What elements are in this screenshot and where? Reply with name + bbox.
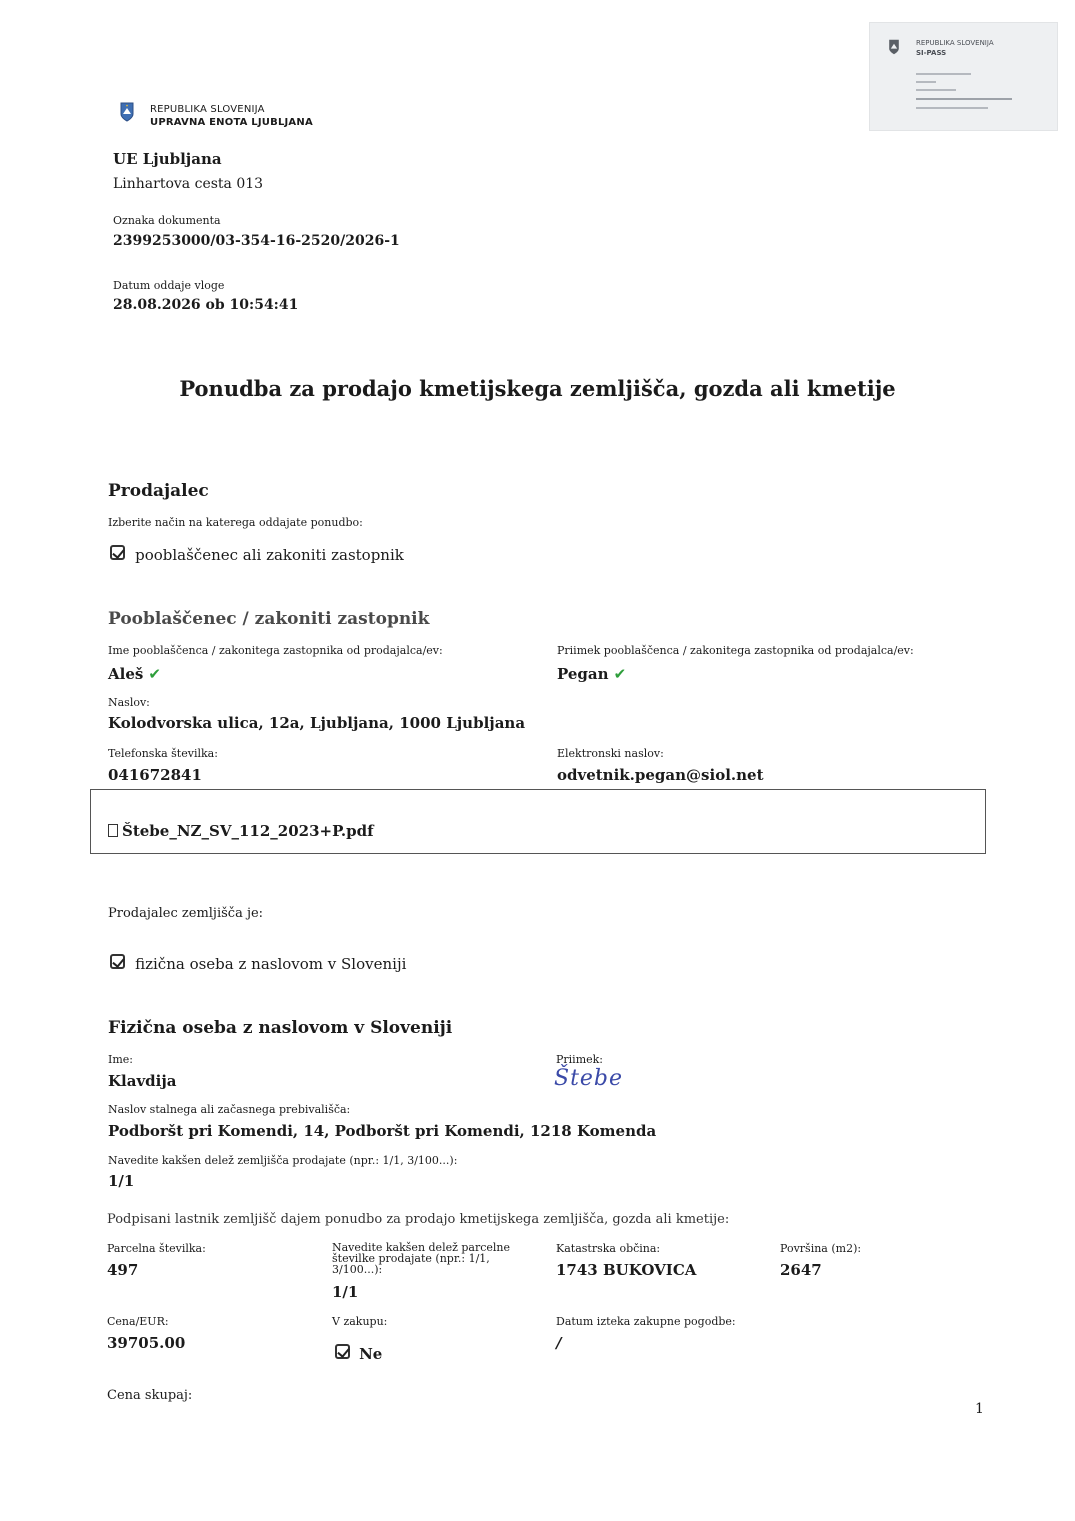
rep-first-name-label: Ime pooblaščenca / zakonitega zastopnika od prodajalca/ev: — [108, 644, 443, 657]
person-address-label: Naslov stalnega ali začasnega prebivališča: — [108, 1103, 351, 1116]
coat-of-arms-icon — [120, 102, 134, 126]
document-id-label: Oznaka dokumenta — [113, 214, 221, 227]
lease-checkbox[interactable] — [335, 1344, 350, 1359]
rep-first-name-row — [108, 664, 161, 683]
document-id: 2399253000/03-354-16-2520/2026-1 — [113, 233, 400, 249]
attachment-filename: Štebe_NZ_SV_112_2023+P.pdf — [122, 822, 374, 840]
stamp-coat-of-arms-icon — [888, 39, 900, 55]
page-number: 1 — [975, 1401, 984, 1417]
lease-value: Ne — [359, 1345, 383, 1363]
person-first-name-label: Ime: — [108, 1053, 133, 1066]
seller-mode-prompt: Izberite način na katerega oddajate ponudbo: — [108, 516, 363, 529]
lease-option — [335, 1344, 382, 1363]
si-pass-stamp — [869, 22, 1058, 131]
price-label: Cena/EUR: — [107, 1315, 169, 1328]
cadastral-municipality: 1743 BUKOVICA — [556, 1261, 697, 1279]
person-share-label: Navedite kakšen delež zemljišča prodajate (npr.: 1/1, 3/100...): — [108, 1154, 458, 1167]
area-value: 2647 — [780, 1261, 822, 1279]
rep-phone: 041672841 — [108, 766, 202, 784]
rep-address-label: Naslov: — [108, 696, 150, 709]
attachment-link[interactable] — [108, 821, 374, 840]
seller-type-option-label: fizična oseba z naslovom v Sloveniji — [135, 955, 407, 973]
authority-name: UE Ljubljana — [113, 150, 222, 168]
authority-address: Linhartova cesta 013 — [113, 176, 264, 192]
parcel-number: 497 — [107, 1261, 139, 1279]
rep-phone-label: Telefonska številka: — [108, 747, 218, 760]
rep-first-name: Aleš — [108, 665, 144, 683]
seller-mode-option — [110, 545, 404, 564]
stamp-brand: SI-PASS — [916, 49, 947, 57]
seller-mode-checkbox[interactable] — [110, 545, 125, 560]
verified-check-icon: ✔ — [148, 665, 161, 683]
person-last-name-label: Priimek: — [556, 1053, 604, 1066]
total-price-label: Cena skupaj: — [107, 1388, 193, 1403]
rep-address: Kolodvorska ulica, 12a, Ljubljana, 1000 Ljubljana — [108, 714, 526, 732]
seller-mode-option-label: pooblaščenec ali zakoniti zastopnik — [135, 546, 404, 564]
seller-type-option — [110, 954, 406, 973]
stamp-republic: REPUBLIKA SLOVENIJA — [916, 39, 994, 47]
cadastral-label: Katastrska občina: — [556, 1242, 661, 1255]
rep-email-label: Elektronski naslov: — [557, 747, 664, 760]
person-first-name: Klavdija — [108, 1072, 177, 1090]
rep-email: odvetnik.pegan@siol.net — [557, 766, 764, 784]
person-address: Podboršt pri Komendi, 14, Podboršt pri Komendi, 1218 Komenda — [108, 1122, 657, 1140]
rep-last-name-label: Priimek pooblaščenca / zakonitega zastopnika od prodajalca/ev: — [557, 644, 914, 657]
rep-last-name: Pegan — [557, 665, 609, 683]
rep-last-name-row — [557, 664, 626, 683]
file-icon — [108, 824, 118, 837]
representative-heading: Pooblaščenec / zakoniti zastopnik — [108, 609, 430, 629]
header-office: UPRAVNA ENOTA LJUBLJANA — [150, 117, 313, 128]
area-label: Površina (m2): — [780, 1242, 862, 1255]
parcel-share-label: Navedite kakšen delež parcelne številke prodajate (npr.: 1/1, 3/100...): — [332, 1241, 511, 1276]
header-republic: REPUBLIKA SLOVENIJA — [150, 104, 265, 115]
seller-type-prompt: Prodajalec zemljišča je: — [108, 906, 264, 921]
offer-statement: Podpisani lastnik zemljišč dajem ponudbo za prodajo kmetijskega zemljišča, gozda ali kmetije: — [107, 1212, 730, 1227]
price-value: 39705.00 — [107, 1334, 186, 1352]
submission-date-label: Datum oddaje vloge — [113, 279, 225, 292]
seller-heading: Prodajalec — [108, 481, 209, 501]
person-heading: Fizična oseba z naslovom v Sloveniji — [108, 1018, 453, 1038]
parcel-label: Parcelna številka: — [107, 1242, 206, 1255]
verified-check-icon: ✔ — [613, 665, 627, 683]
parcel-share: 1/1 — [332, 1283, 359, 1301]
lease-label: V zakupu: — [332, 1315, 388, 1328]
submission-date: 28.08.2026 ob 10:54:41 — [113, 297, 299, 313]
lease-end-value: / — [556, 1334, 562, 1352]
seller-type-checkbox[interactable] — [110, 954, 125, 969]
document-title: Ponudba za prodajo kmetijskega zemljišča, gozda ali kmetije — [179, 376, 896, 401]
person-share: 1/1 — [108, 1172, 135, 1190]
lease-end-label: Datum izteka zakupne pogodbe: — [556, 1315, 736, 1328]
person-last-name-handwritten: Štebe — [554, 1066, 624, 1091]
